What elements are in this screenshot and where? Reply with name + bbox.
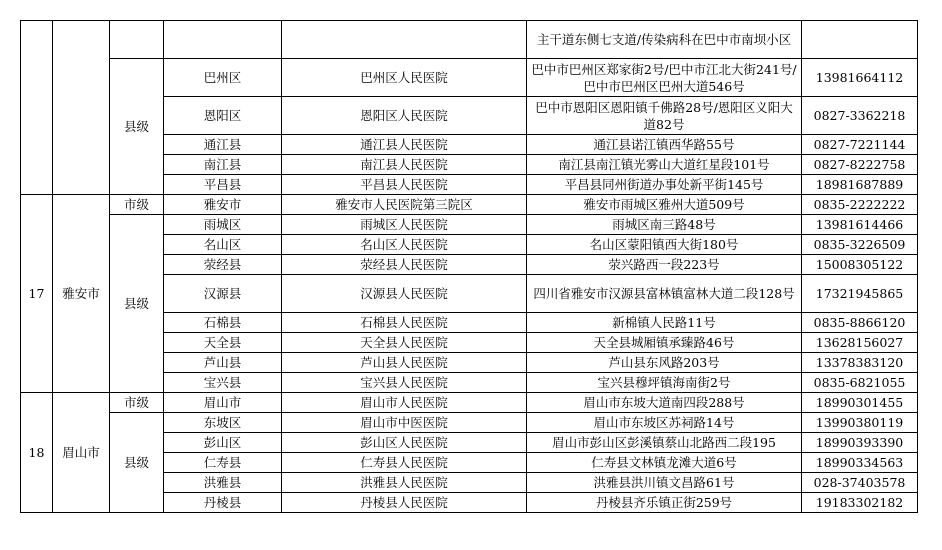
- address-cell: 通江县诺江镇西华路55号: [527, 135, 802, 155]
- hospital-cell: 通江县人民医院: [282, 135, 527, 155]
- district-cell: 荥经县: [164, 255, 282, 275]
- hospital-cell: 眉山市人民医院: [282, 393, 527, 413]
- address-cell: 雨城区南三路48号: [527, 215, 802, 235]
- district-cell: 巴州区: [164, 59, 282, 97]
- hospital-cell: 天全县人民医院: [282, 333, 527, 353]
- hospital-cell: 恩阳区人民医院: [282, 97, 527, 135]
- district-cell: 眉山市: [164, 393, 282, 413]
- index-cell: 18: [21, 393, 53, 513]
- phone-cell: 0835-6821055: [802, 373, 918, 393]
- level-label: 市级: [110, 393, 164, 413]
- district-cell: [164, 21, 282, 59]
- hospital-cell: 彭山区人民医院: [282, 433, 527, 453]
- phone-cell: 0827-8222758: [802, 155, 918, 175]
- city-cell: 雅安市: [53, 195, 110, 393]
- address-cell: 巴中市巴州区郑家街2号/巴中市江北大街241号/巴中市巴州区巴州大道546号: [527, 59, 802, 97]
- phone-cell: 13981614466: [802, 215, 918, 235]
- address-cell: 洪雅县洪川镇文昌路61号: [527, 473, 802, 493]
- hospital-cell: 宝兴县人民医院: [282, 373, 527, 393]
- phone-cell: 13981664112: [802, 59, 918, 97]
- district-cell: 汉源县: [164, 275, 282, 313]
- district-cell: 仁寿县: [164, 453, 282, 473]
- district-cell: 石棉县: [164, 313, 282, 333]
- phone-cell: 17321945865: [802, 275, 918, 313]
- address-cell: 南江县南江镇光雾山大道红星段101号: [527, 155, 802, 175]
- level-label: 县级: [110, 413, 164, 513]
- address-cell: 仁寿县文林镇龙滩大道6号: [527, 453, 802, 473]
- address-cell: 芦山县东风路203号: [527, 353, 802, 373]
- table-row: [21, 195, 918, 215]
- table-row: [21, 21, 918, 59]
- hospital-cell: 雨城区人民医院: [282, 215, 527, 235]
- phone-cell: 0835-2222222: [802, 195, 918, 215]
- address-cell: 荥兴路西一段223号: [527, 255, 802, 275]
- hospital-cell: 芦山县人民医院: [282, 353, 527, 373]
- address-cell: 天全县城厢镇承臻路46号: [527, 333, 802, 353]
- table-row: [21, 393, 918, 413]
- phone-cell: 13378383120: [802, 353, 918, 373]
- district-cell: 东坡区: [164, 413, 282, 433]
- level-label: 市级: [110, 195, 164, 215]
- address-cell: 四川省雅安市汉源县富林镇富林大道二段128号: [527, 275, 802, 313]
- hospital-cell: [282, 21, 527, 59]
- district-cell: 名山区: [164, 235, 282, 255]
- address-cell: 名山区蒙阳镇西大街180号: [527, 235, 802, 255]
- level-label: 县级: [110, 215, 164, 393]
- index-cell: [21, 21, 53, 195]
- address-cell: 眉山市东坡区苏祠路14号: [527, 413, 802, 433]
- hospital-cell: 名山区人民医院: [282, 235, 527, 255]
- district-cell: 天全县: [164, 333, 282, 353]
- district-cell: 平昌县: [164, 175, 282, 195]
- address-cell: 眉山市东坡大道南四段288号: [527, 393, 802, 413]
- phone-cell: 15008305122: [802, 255, 918, 275]
- phone-cell: 0835-3226509: [802, 235, 918, 255]
- hospital-cell: 巴州区人民医院: [282, 59, 527, 97]
- address-cell: 宝兴县穆坪镇海南街2号: [527, 373, 802, 393]
- district-cell: 恩阳区: [164, 97, 282, 135]
- address-cell: 平昌县同州街道办事处新平街145号: [527, 175, 802, 195]
- phone-cell: 19183302182: [802, 493, 918, 513]
- table-row: [21, 413, 918, 433]
- district-cell: 丹棱县: [164, 493, 282, 513]
- phone-cell: 13628156027: [802, 333, 918, 353]
- district-cell: 雅安市: [164, 195, 282, 215]
- hospital-cell: 汉源县人民医院: [282, 275, 527, 313]
- address-cell: 丹棱县齐乐镇正街259号: [527, 493, 802, 513]
- level-cell: [110, 21, 164, 59]
- phone-cell: 0827-3362218: [802, 97, 918, 135]
- index-cell: 17: [21, 195, 53, 393]
- district-cell: 雨城区: [164, 215, 282, 235]
- district-cell: 宝兴县: [164, 373, 282, 393]
- level-label: 县级: [110, 59, 164, 195]
- city-cell: [53, 21, 110, 195]
- hospital-cell: 眉山市中医医院: [282, 413, 527, 433]
- address-cell: 眉山市彭山区彭溪镇蔡山北路西二段195: [527, 433, 802, 453]
- phone-cell: 18990334563: [802, 453, 918, 473]
- district-cell: 洪雅县: [164, 473, 282, 493]
- phone-cell: 18990301455: [802, 393, 918, 413]
- phone-cell: [802, 21, 918, 59]
- phone-cell: 0835-8866120: [802, 313, 918, 333]
- phone-cell: 0827-7221144: [802, 135, 918, 155]
- hospital-table: [20, 20, 918, 513]
- table-row: [21, 59, 918, 97]
- district-cell: 芦山县: [164, 353, 282, 373]
- hospital-cell: 丹棱县人民医院: [282, 493, 527, 513]
- hospital-cell: 平昌县人民医院: [282, 175, 527, 195]
- hospital-cell: 荥经县人民医院: [282, 255, 527, 275]
- district-cell: 彭山区: [164, 433, 282, 453]
- phone-cell: 18981687889: [802, 175, 918, 195]
- address-cell: 新棉镇人民路11号: [527, 313, 802, 333]
- hospital-cell: 南江县人民医院: [282, 155, 527, 175]
- hospital-cell: 石棉县人民医院: [282, 313, 527, 333]
- hospital-cell: 雅安市人民医院第三院区: [282, 195, 527, 215]
- city-cell: 眉山市: [53, 393, 110, 513]
- district-cell: 南江县: [164, 155, 282, 175]
- address-cell: 雅安市雨城区雅州大道509号: [527, 195, 802, 215]
- district-cell: 通江县: [164, 135, 282, 155]
- phone-cell: 18990393390: [802, 433, 918, 453]
- phone-cell: 028-37403578: [802, 473, 918, 493]
- hospital-cell: 洪雅县人民医院: [282, 473, 527, 493]
- phone-cell: 13990380119: [802, 413, 918, 433]
- address-cell: 巴中市恩阳区恩阳镇千佛路28号/恩阳区义阳大道82号: [527, 97, 802, 135]
- hospital-cell: 仁寿县人民医院: [282, 453, 527, 473]
- address-cell: 主干道东侧七支道/传染病科在巴中市南坝小区: [527, 21, 802, 59]
- table-row: [21, 215, 918, 235]
